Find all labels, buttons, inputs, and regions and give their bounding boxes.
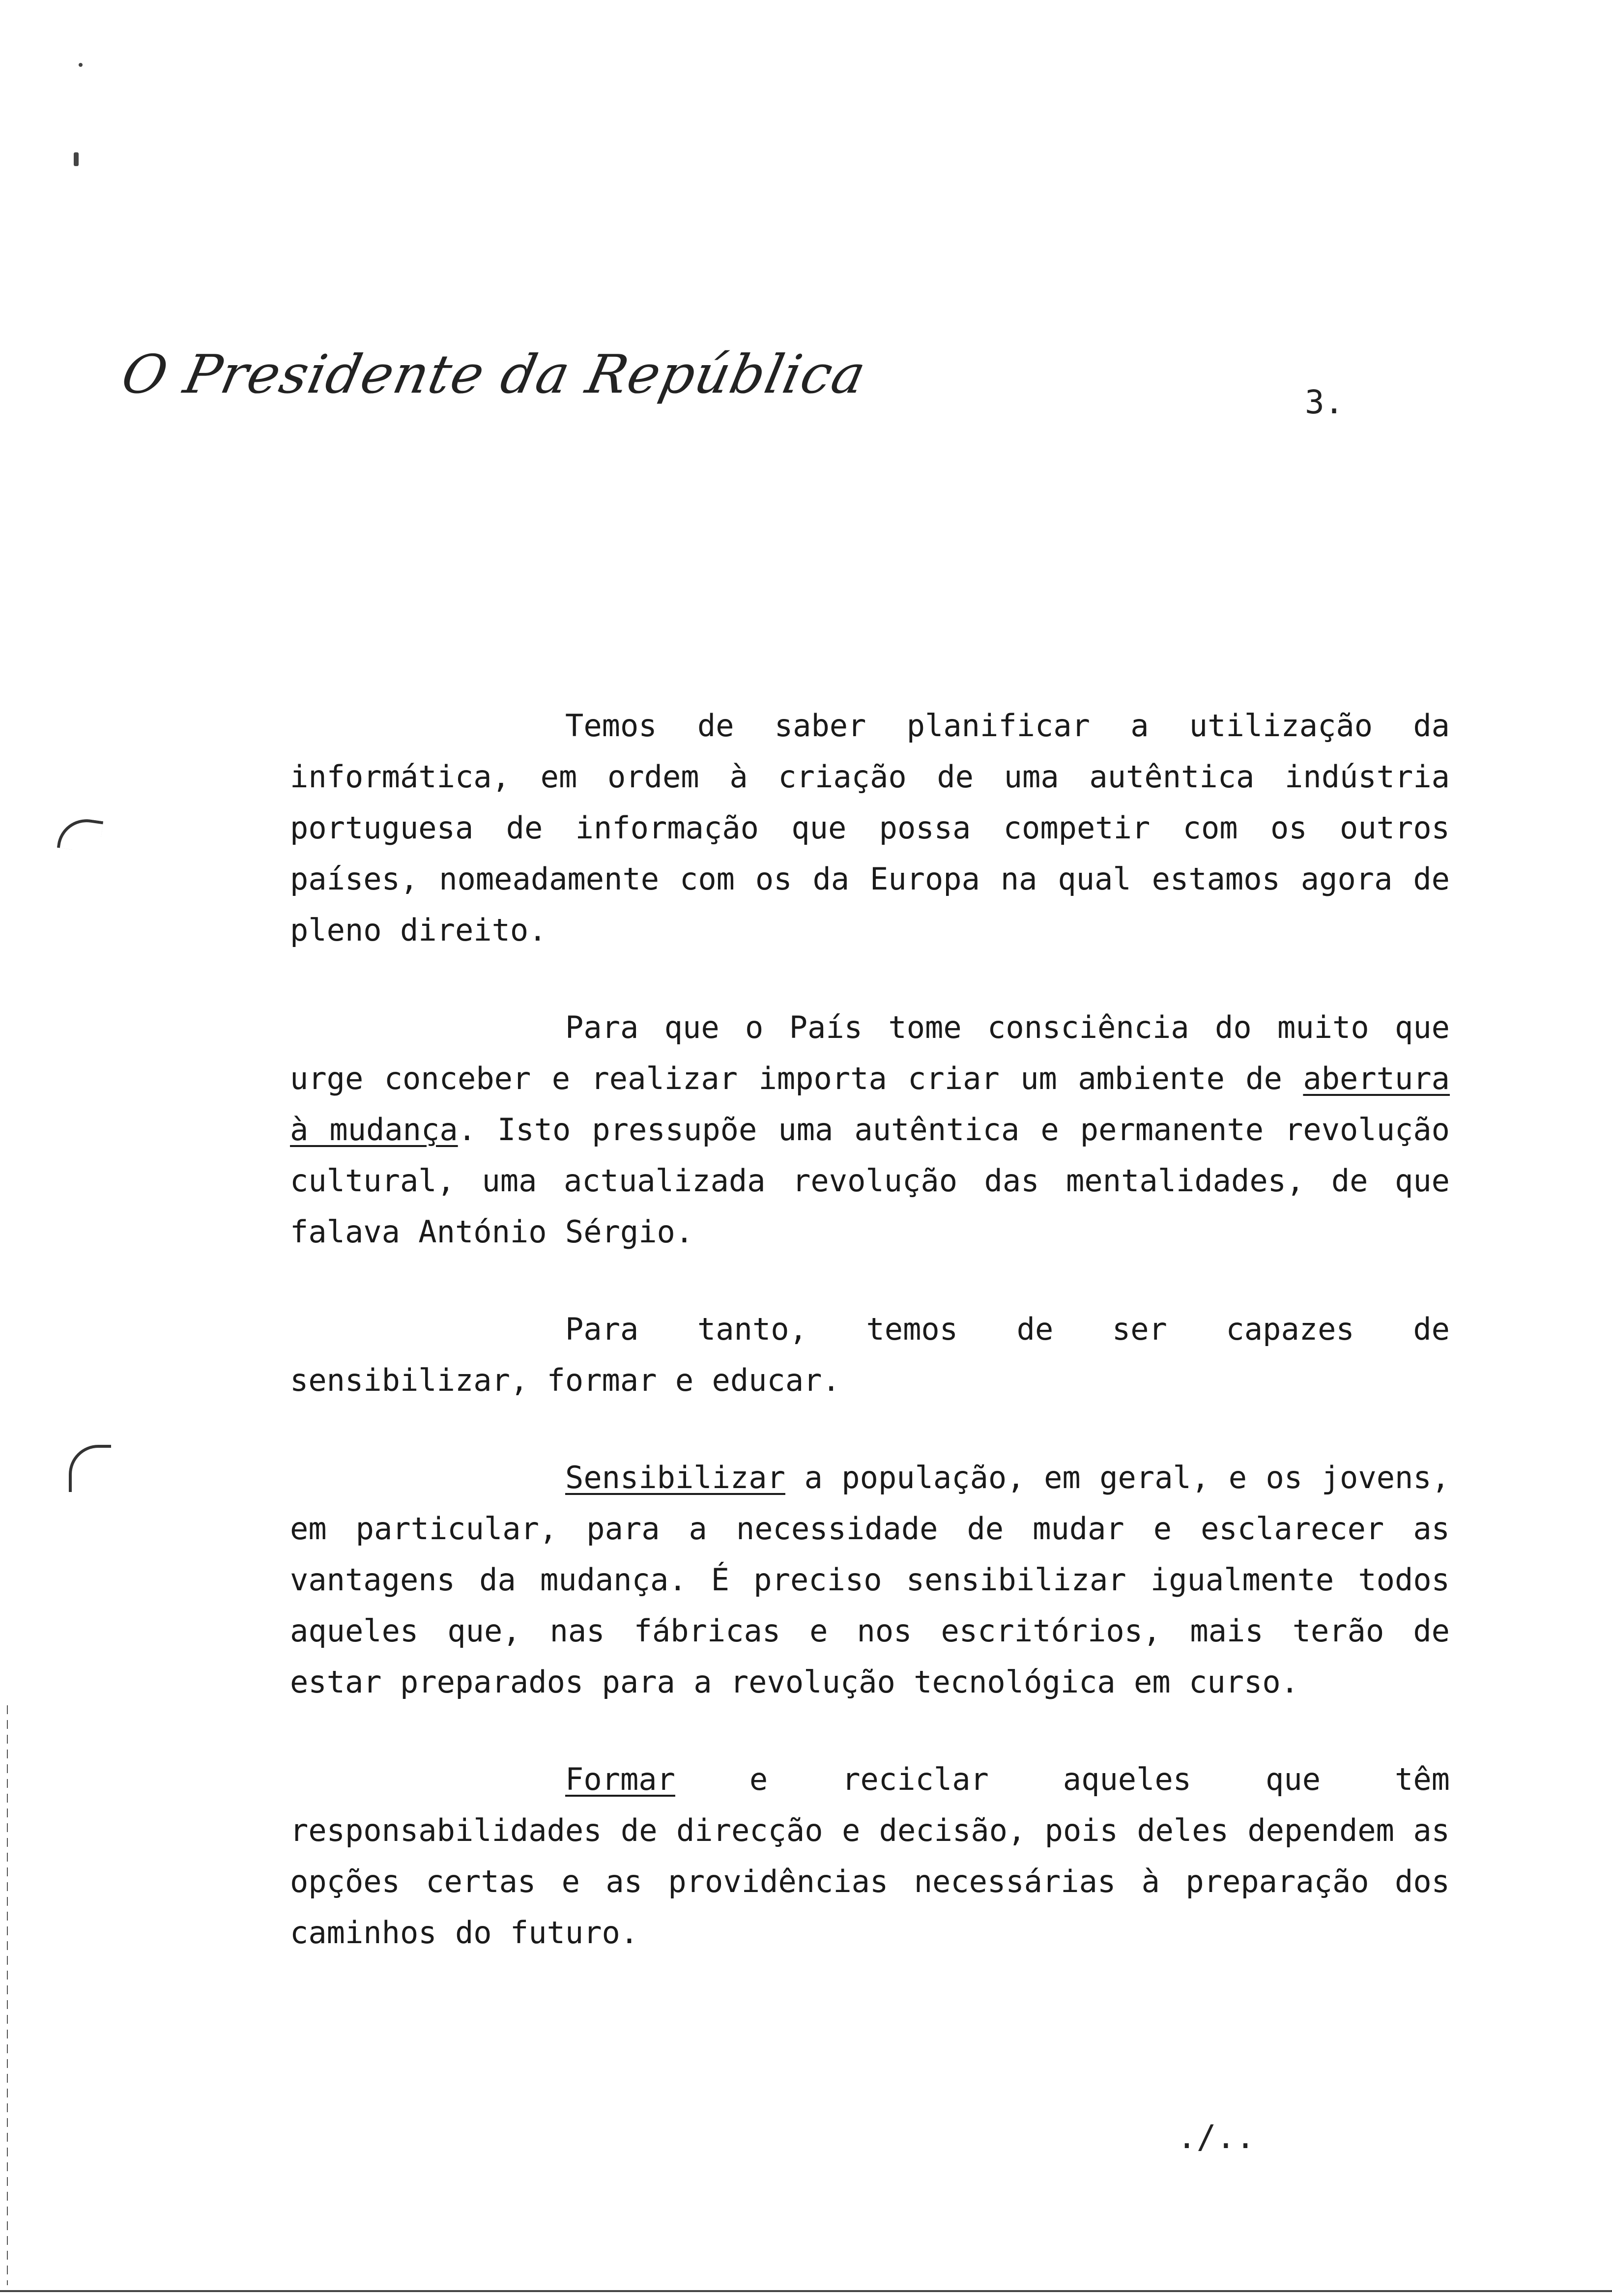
paragraph-text: . Isto pressupõe uma autêntica e permanente revolução cultural, uma actualizada revolução das mentalidades, de que falava António Sérgio. [290, 1112, 1450, 1250]
continuation-mark: ./.. [1177, 2118, 1255, 2156]
punch-hole-mark [69, 1445, 111, 1492]
paragraph-text: Para que o País tome consciência do muito que urge conceber e realizar importa criar um ambiente de [290, 1009, 1450, 1096]
underlined-phrase: Formar [565, 1761, 675, 1797]
scan-speck [74, 152, 79, 166]
paragraph-formar [290, 1754, 1450, 1958]
paragraph-sensibilizar [290, 1452, 1450, 1708]
paragraph-text: e reciclar aqueles que têm responsabilidades de direcção e decisão, pois deles dependem as opções certas e as providências necessárias à preparação dos caminhos do futuro. [290, 1761, 1450, 1951]
paragraph-text: Para tanto, temos de ser capazes de sensibilizar, formar e educar. [290, 1311, 1450, 1398]
scan-speck [79, 63, 83, 67]
underlined-phrase: Sensibilizar [565, 1460, 785, 1495]
paragraph-text: Temos de saber planificar a utilização da informática, em ordem à criação de uma autêntica indústria portuguesa de informação que possa competir com os outros países, nomeadamente com os da Europa na qual estamos agora de pleno direito. [290, 708, 1450, 948]
paragraph-abertura [290, 1002, 1450, 1258]
punch-hole-mark [57, 815, 103, 853]
scan-bottom-edge [0, 2290, 1612, 2292]
page-number: 3. [1305, 383, 1344, 421]
paragraph-para-tanto [290, 1304, 1450, 1406]
paragraph-informatica [290, 700, 1450, 956]
paragraph-text: a população, em geral, e os jovens, em particular, para a necessidade de mudar e esclarecer as vantagens da mudança. É preciso sensibilizar igualmente todos aqueles que, nas fábricas e nos escritórios, mais terão de estar preparados para a revolução tecnológica em curso. [290, 1460, 1450, 1700]
scan-margin-line [7, 1705, 8, 2285]
letterhead-title: O Presidente da República [116, 344, 872, 405]
body-text [290, 700, 1450, 2005]
underlined-phrase: abertura à mudança [290, 1061, 1450, 1148]
